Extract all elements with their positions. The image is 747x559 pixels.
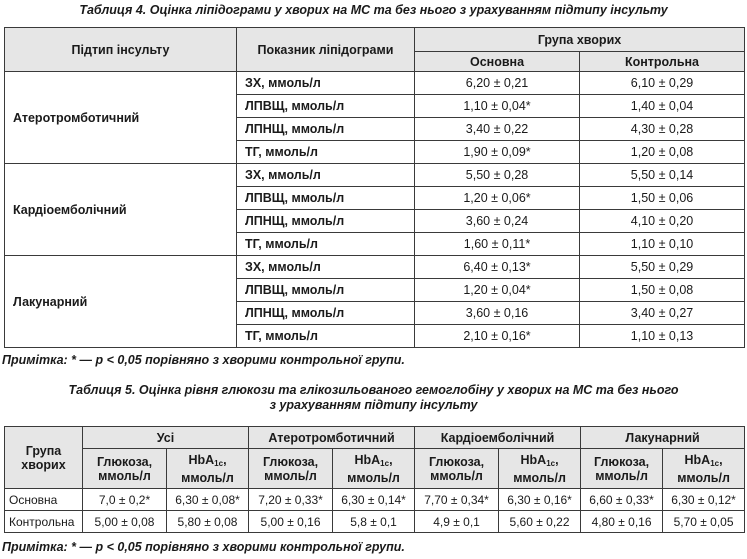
value-cell: 6,30 ± 0,08* bbox=[167, 489, 249, 511]
table-row bbox=[5, 164, 745, 187]
header-hba1c bbox=[499, 449, 581, 489]
value-cell: 6,30 ± 0,16* bbox=[499, 489, 581, 511]
indicator-cell: ТГ, ммоль/л bbox=[237, 233, 415, 256]
subtype-cell: Лакунарний bbox=[5, 256, 237, 348]
table4-note: Примітка: * — р < 0,05 порівняно з хворими контрольної групи. bbox=[2, 353, 405, 367]
hba1c-label: HbA bbox=[684, 452, 711, 467]
indicator-cell: ЛПВЩ, ммоль/л bbox=[237, 187, 415, 210]
value-cell: 5,00 ± 0,08 bbox=[83, 511, 167, 533]
hba1c-label: HbA bbox=[354, 452, 381, 467]
main-value-cell: 6,40 ± 0,13* bbox=[415, 256, 580, 279]
main-value-cell: 1,90 ± 0,09* bbox=[415, 141, 580, 164]
hba1c-subscript: 1c bbox=[380, 458, 390, 468]
indicator-cell: ТГ, ммоль/л bbox=[237, 325, 415, 348]
control-value-cell: 1,40 ± 0,04 bbox=[580, 95, 745, 118]
table-row bbox=[5, 489, 745, 511]
group-cell: Контрольна bbox=[5, 511, 83, 533]
main-value-cell: 3,60 ± 0,24 bbox=[415, 210, 580, 233]
indicator-cell: ЛПНЩ, ммоль/л bbox=[237, 118, 415, 141]
main-value-cell: 2,10 ± 0,16* bbox=[415, 325, 580, 348]
header-lacunar: Лакунарний bbox=[581, 427, 745, 449]
control-value-cell: 6,10 ± 0,29 bbox=[580, 72, 745, 95]
hba1c-subscript: 1c bbox=[546, 458, 556, 468]
control-value-cell: 5,50 ± 0,14 bbox=[580, 164, 745, 187]
table5-caption-line2: з урахуванням підтипу інсульту bbox=[269, 398, 478, 412]
value-cell: 6,30 ± 0,12* bbox=[663, 489, 745, 511]
value-cell: 7,20 ± 0,33* bbox=[249, 489, 333, 511]
value-cell: 4,80 ± 0,16 bbox=[581, 511, 663, 533]
header-all: Усі bbox=[83, 427, 249, 449]
table-row bbox=[5, 256, 745, 279]
table5-note: Примітка: * — р < 0,05 порівняно з хворими контрольної групи. bbox=[2, 540, 405, 554]
value-cell: 5,70 ± 0,05 bbox=[663, 511, 745, 533]
control-value-cell: 5,50 ± 0,29 bbox=[580, 256, 745, 279]
header-main-group: Основна bbox=[415, 52, 580, 72]
indicator-cell: ЛПВЩ, ммоль/л bbox=[237, 279, 415, 302]
value-cell: 5,60 ± 0,22 bbox=[499, 511, 581, 533]
header-group: Група хворих bbox=[5, 427, 83, 489]
indicator-cell: ЛПНЩ, ммоль/л bbox=[237, 302, 415, 325]
value-cell: 7,0 ± 0,2* bbox=[83, 489, 167, 511]
control-value-cell: 1,10 ± 0,13 bbox=[580, 325, 745, 348]
main-value-cell: 1,10 ± 0,04* bbox=[415, 95, 580, 118]
indicator-cell: ЛПНЩ, ммоль/л bbox=[237, 210, 415, 233]
table4-caption: Таблиця 4. Оцінка ліпідограми у хворих на МС та без нього з урахуванням підтипу інсульту bbox=[79, 3, 668, 17]
header-patient-group: Група хворих bbox=[415, 28, 745, 52]
main-value-cell: 1,20 ± 0,04* bbox=[415, 279, 580, 302]
header-subtype: Підтип інсульту bbox=[5, 28, 237, 72]
header-hba1c bbox=[333, 449, 415, 489]
header-atherothrombotic: Атеротромботичний bbox=[249, 427, 415, 449]
indicator-cell: ЛПВЩ, ммоль/л bbox=[237, 95, 415, 118]
header-control-group: Контрольна bbox=[580, 52, 745, 72]
main-value-cell: 1,20 ± 0,06* bbox=[415, 187, 580, 210]
header-indicator: Показник ліпідограми bbox=[237, 28, 415, 72]
value-cell: 5,80 ± 0,08 bbox=[167, 511, 249, 533]
glucose-hba1c-table bbox=[4, 426, 745, 533]
hba1c-unit: , ммоль/л bbox=[181, 452, 234, 485]
control-value-cell: 1,20 ± 0,08 bbox=[580, 141, 745, 164]
value-cell: 6,60 ± 0,33* bbox=[581, 489, 663, 511]
header-glucose: Глюкоза, ммоль/л bbox=[581, 449, 663, 489]
table-row bbox=[5, 72, 745, 95]
control-value-cell: 1,50 ± 0,06 bbox=[580, 187, 745, 210]
header-glucose: Глюкоза, ммоль/л bbox=[83, 449, 167, 489]
hba1c-subscript: 1c bbox=[214, 458, 224, 468]
control-value-cell: 1,10 ± 0,10 bbox=[580, 233, 745, 256]
table-row bbox=[5, 511, 745, 533]
indicator-cell: ЗХ, ммоль/л bbox=[237, 72, 415, 95]
main-value-cell: 1,60 ± 0,11* bbox=[415, 233, 580, 256]
value-cell: 4,9 ± 0,1 bbox=[415, 511, 499, 533]
hba1c-unit: , ммоль/л bbox=[513, 452, 566, 485]
subtype-cell: Атеротромботичний bbox=[5, 72, 237, 164]
hba1c-label: HbA bbox=[188, 452, 215, 467]
value-cell: 7,70 ± 0,34* bbox=[415, 489, 499, 511]
subtype-cell: Кардіоемболічний bbox=[5, 164, 237, 256]
control-value-cell: 4,30 ± 0,28 bbox=[580, 118, 745, 141]
value-cell: 5,8 ± 0,1 bbox=[333, 511, 415, 533]
table5-caption-line1: Таблиця 5. Оцінка рівня глюкози та глікозильованого гемоглобіну у хворих на МС та без нього bbox=[68, 383, 679, 397]
control-value-cell: 1,50 ± 0,08 bbox=[580, 279, 745, 302]
indicator-cell: ЗХ, ммоль/л bbox=[237, 256, 415, 279]
hba1c-unit: , ммоль/л bbox=[677, 452, 730, 485]
indicator-cell: ТГ, ммоль/л bbox=[237, 141, 415, 164]
hba1c-subscript: 1c bbox=[710, 458, 720, 468]
hba1c-label: HbA bbox=[520, 452, 547, 467]
control-value-cell: 4,10 ± 0,20 bbox=[580, 210, 745, 233]
indicator-cell: ЗХ, ммоль/л bbox=[237, 164, 415, 187]
header-hba1c bbox=[663, 449, 745, 489]
lipid-profile-table bbox=[4, 27, 745, 348]
main-value-cell: 6,20 ± 0,21 bbox=[415, 72, 580, 95]
header-glucose: Глюкоза, ммоль/л bbox=[415, 449, 499, 489]
header-hba1c bbox=[167, 449, 249, 489]
value-cell: 6,30 ± 0,14* bbox=[333, 489, 415, 511]
main-value-cell: 5,50 ± 0,28 bbox=[415, 164, 580, 187]
main-value-cell: 3,40 ± 0,22 bbox=[415, 118, 580, 141]
control-value-cell: 3,40 ± 0,27 bbox=[580, 302, 745, 325]
hba1c-unit: , ммоль/л bbox=[347, 452, 400, 485]
main-value-cell: 3,60 ± 0,16 bbox=[415, 302, 580, 325]
group-cell: Основна bbox=[5, 489, 83, 511]
value-cell: 5,00 ± 0,16 bbox=[249, 511, 333, 533]
header-cardioembolic: Кардіоемболічний bbox=[415, 427, 581, 449]
header-glucose: Глюкоза, ммоль/л bbox=[249, 449, 333, 489]
